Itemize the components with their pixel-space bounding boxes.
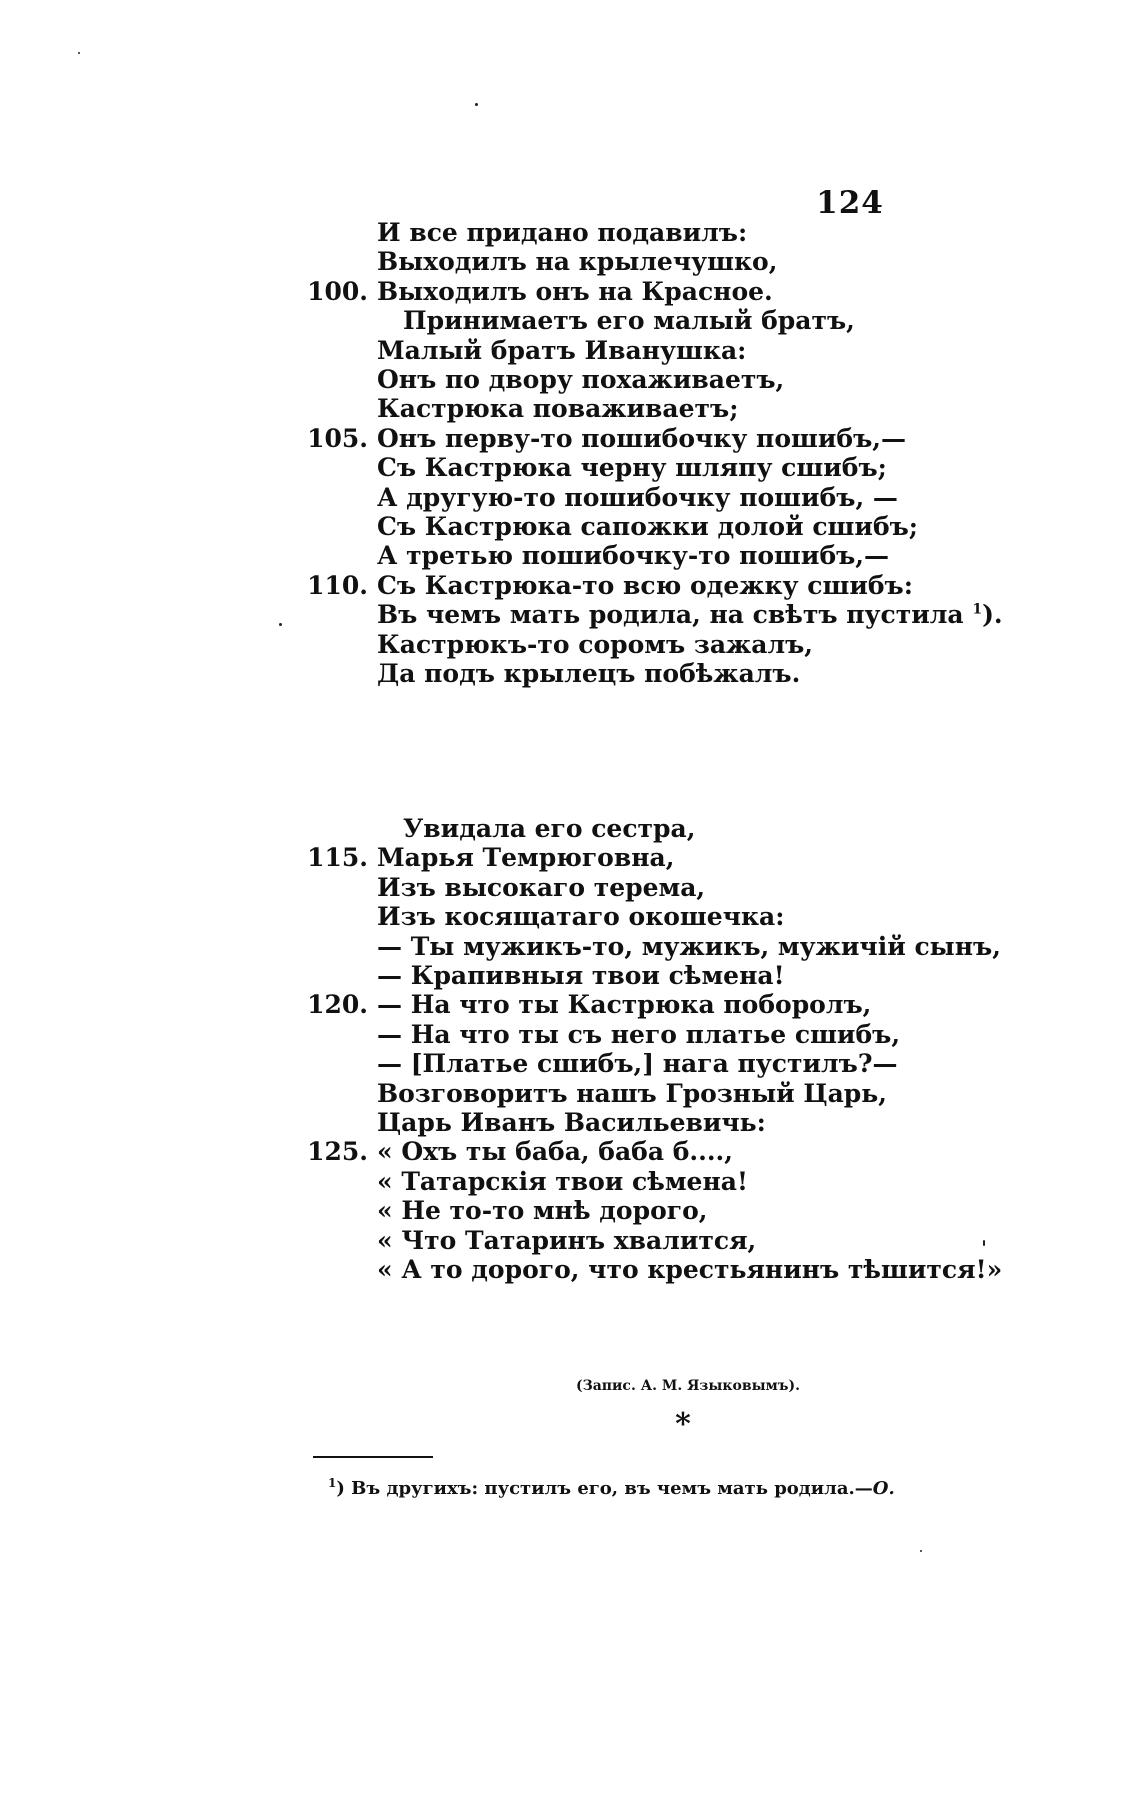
line-number: 100.: [307, 276, 368, 306]
line-text-body: А третью пошибочку-то пошибъ,—: [377, 541, 890, 571]
line-text-body: Возговоритъ нашъ Грозный Царь,: [377, 1078, 887, 1108]
line-text-body: Съ Кастрюка сапожки долой сшибъ;: [377, 512, 919, 541]
line-number: 125.: [307, 1137, 368, 1167]
line-number: 120.: [307, 990, 368, 1020]
line-text-body: — На что ты Кастрюка поборолъ,: [377, 990, 872, 1020]
line-text-body: Изъ высокаго терема,: [377, 872, 706, 902]
line-text-body: « Охъ ты баба, баба б....,: [377, 1137, 733, 1167]
line-text-body: « А то дорого, что крестьянинъ тѣшится!»: [377, 1255, 1003, 1284]
line-text-body: Съ Кастрюка-то всю одежку сшибъ:: [377, 570, 913, 600]
line-text-body: Кастрюка поваживаетъ;: [377, 394, 739, 424]
attribution: (Запис. А. М. Языковымъ).: [575, 1378, 801, 1394]
scan-speck: [78, 52, 80, 54]
line-text-body: И все придано подавилъ:: [377, 218, 748, 247]
line-text-body: Царь Иванъ Васильевичь:: [377, 1108, 766, 1137]
line-text-body: Съ Кастрюка черну шляпу сшибъ;: [377, 453, 887, 483]
footnote-mark-close: ): [336, 1478, 345, 1499]
line-text-body: Принимаетъ его малый братъ,: [403, 306, 855, 336]
line-text-body: А другую-то пошибочку пошибъ, —: [377, 482, 898, 512]
line-text-body: Выходилъ на крылечушко,: [377, 247, 778, 277]
line-text-body: Увидала его сестра,: [403, 814, 696, 843]
footnote-tail: О.: [872, 1478, 895, 1499]
scan-speck: [983, 1240, 985, 1246]
line-text-body: Въ чемъ мать родила, на свѣтъ пустила: [377, 600, 964, 630]
line-number: 110.: [307, 570, 368, 600]
line-text-body: Выходилъ онъ на Красное.: [377, 276, 773, 306]
line-text: [377, 1251, 1002, 1289]
footnote: [328, 1478, 895, 1499]
section-asterisk: *: [675, 1407, 691, 1442]
line-text-body: Онъ по двору похаживаетъ,: [377, 365, 785, 394]
footnote-divider: [313, 1456, 433, 1458]
footnote-mark: 1: [328, 1476, 337, 1490]
line-text-body: Малый братъ Иванушка:: [377, 335, 747, 365]
poem-line: [0, 655, 1140, 693]
scan-speck: [279, 623, 282, 626]
line-number: 115.: [307, 843, 368, 873]
line-text-body: — На что ты съ него платье сшибъ,: [377, 1019, 901, 1049]
page-number: 124: [816, 185, 884, 221]
poem-line: [0, 1251, 1140, 1289]
line-text: [377, 655, 800, 693]
scan-speck: [475, 103, 478, 106]
line-text-body: « Не то-то мнѣ дорого,: [377, 1196, 708, 1226]
line-text-body: — [Платье сшибъ,] нага пустилъ?—: [377, 1049, 898, 1079]
line-number: 105.: [307, 423, 368, 453]
line-text-body: — Крапивныя твои сѣмена!: [377, 961, 785, 990]
footnote-text: Въ другихъ: пустилъ его, въ чемъ мать родила.—: [351, 1478, 873, 1499]
scan-speck: [920, 1550, 922, 1552]
line-text-body: — Ты мужикъ-то, мужикъ, мужичій сынъ,: [377, 931, 1001, 961]
line-text-body: Да подъ крылецъ побѣжалъ.: [377, 659, 801, 688]
footnote-reference[interactable]: 1: [972, 601, 983, 618]
line-text-body: Онъ перву-то пошибочку пошибъ,—: [377, 423, 906, 453]
line-text-body: Кастрюкъ-то соромъ зажалъ,: [377, 629, 813, 659]
line-text-body: Марья Темрюговна,: [377, 843, 675, 873]
line-text-body: « Что Татаринъ хвалится,: [377, 1225, 757, 1255]
line-text-body: « Татарскія твои сѣмена!: [377, 1166, 748, 1196]
line-text-after: ).: [982, 600, 1003, 630]
line-text-body: Изъ косящатаго окошечка:: [377, 902, 785, 932]
